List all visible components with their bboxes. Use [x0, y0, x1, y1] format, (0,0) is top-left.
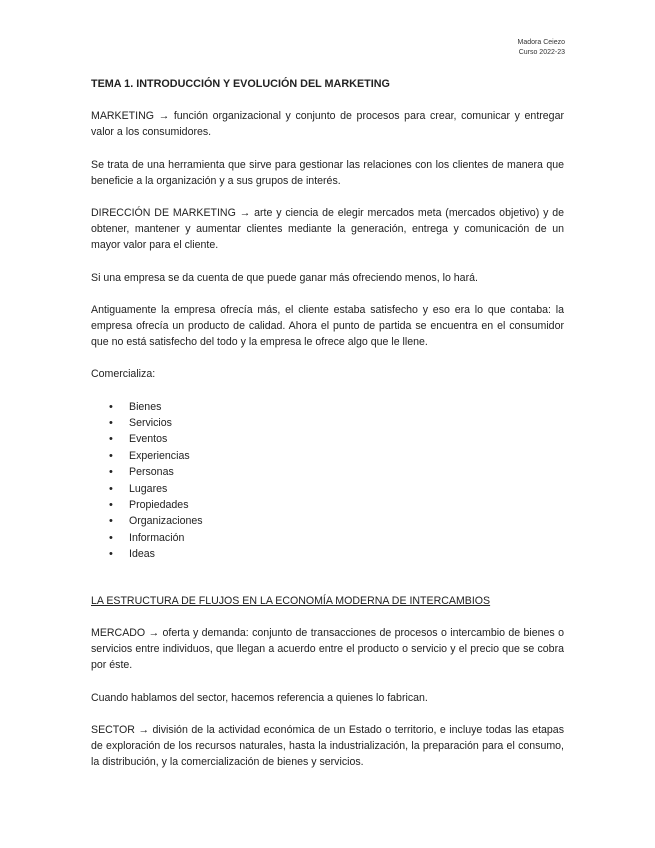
paragraph-history: Antiguamente la empresa ofrecía más, el cliente estaba satisfecho y eso era lo que contaba: la empresa ofrecía un producto de calidad. Ahora el punto de partida se encuentra en el consumidor que no está satisfecho del todo y la empresa le ofrece algo que le llene.: [91, 303, 564, 349]
section-spacer: [91, 563, 564, 593]
list-item: • Personas: [129, 464, 564, 480]
list-item: • Bienes: [129, 399, 564, 415]
paragraph-earn-more: Si una empresa se da cuenta de que puede ganar más ofreciendo menos, lo hará.: [91, 271, 478, 284]
list-item: • Eventos: [129, 431, 564, 447]
header-course: Curso 2022-23: [518, 49, 565, 56]
paragraph-marketing-tool: Se trata de una herramienta que sirve para gestionar las relaciones con los clientes de manera que beneficie a la organización y a sus grupos de interés.: [91, 158, 564, 187]
commercialize-list: [91, 399, 564, 563]
paragraph-marketing-definition: MARKETING → función organizacional y conjunto de procesos para crear, comunicar y entregar valor a los consumidores.: [91, 110, 564, 139]
section-heading: LA ESTRUCTURA DE FLUJOS EN LA ECONOMÍA MODERNA DE INTERCAMBIOS: [91, 594, 491, 607]
paragraph-sector-intro: Cuando hablamos del sector, hacemos referencia a quienes lo fabrican.: [91, 691, 428, 704]
header-author: Madora Ceiezo: [517, 39, 565, 46]
list-item: • Información: [129, 530, 564, 546]
paragraph-sector-definition: SECTOR → división de la actividad económica de un Estado o territorio, e incluye todas las etapas de exploración de los recursos naturales, hasta la industrialización, la preparación para el consumo, la distribución, y la comercialización de bienes y servicios.: [91, 723, 564, 769]
paragraph-marketing-direction: DIRECCIÓN DE MARKETING → arte y ciencia de elegir mercados meta (mercados objetivo) y de obtener, mantener y aumentar clientes mediante la generación, entrega y comunicación de un mayor valor para el cliente.: [91, 207, 564, 252]
list-item: • Lugares: [129, 481, 564, 497]
list-item: • Organizaciones: [129, 513, 564, 529]
document-body: [91, 76, 564, 786]
paragraph-commercializes: Comercializa:: [91, 368, 156, 381]
document-title: TEMA 1. INTRODUCCIÓN Y EVOLUCIÓN DEL MARKETING: [91, 78, 390, 90]
list-item: • Servicios: [129, 415, 564, 431]
list-item: • Ideas: [129, 546, 564, 562]
page-header: [518, 38, 565, 58]
list-item: • Experiencias: [129, 448, 564, 464]
list-item: • Propiedades: [129, 497, 564, 513]
paragraph-market: MERCADO → oferta y demanda: conjunto de transacciones de procesos o intercambio de bienes o servicios entre individuos, que llegan a acuerdo entre el producto o servicio y el precio que se cobra por éste.: [91, 626, 564, 672]
